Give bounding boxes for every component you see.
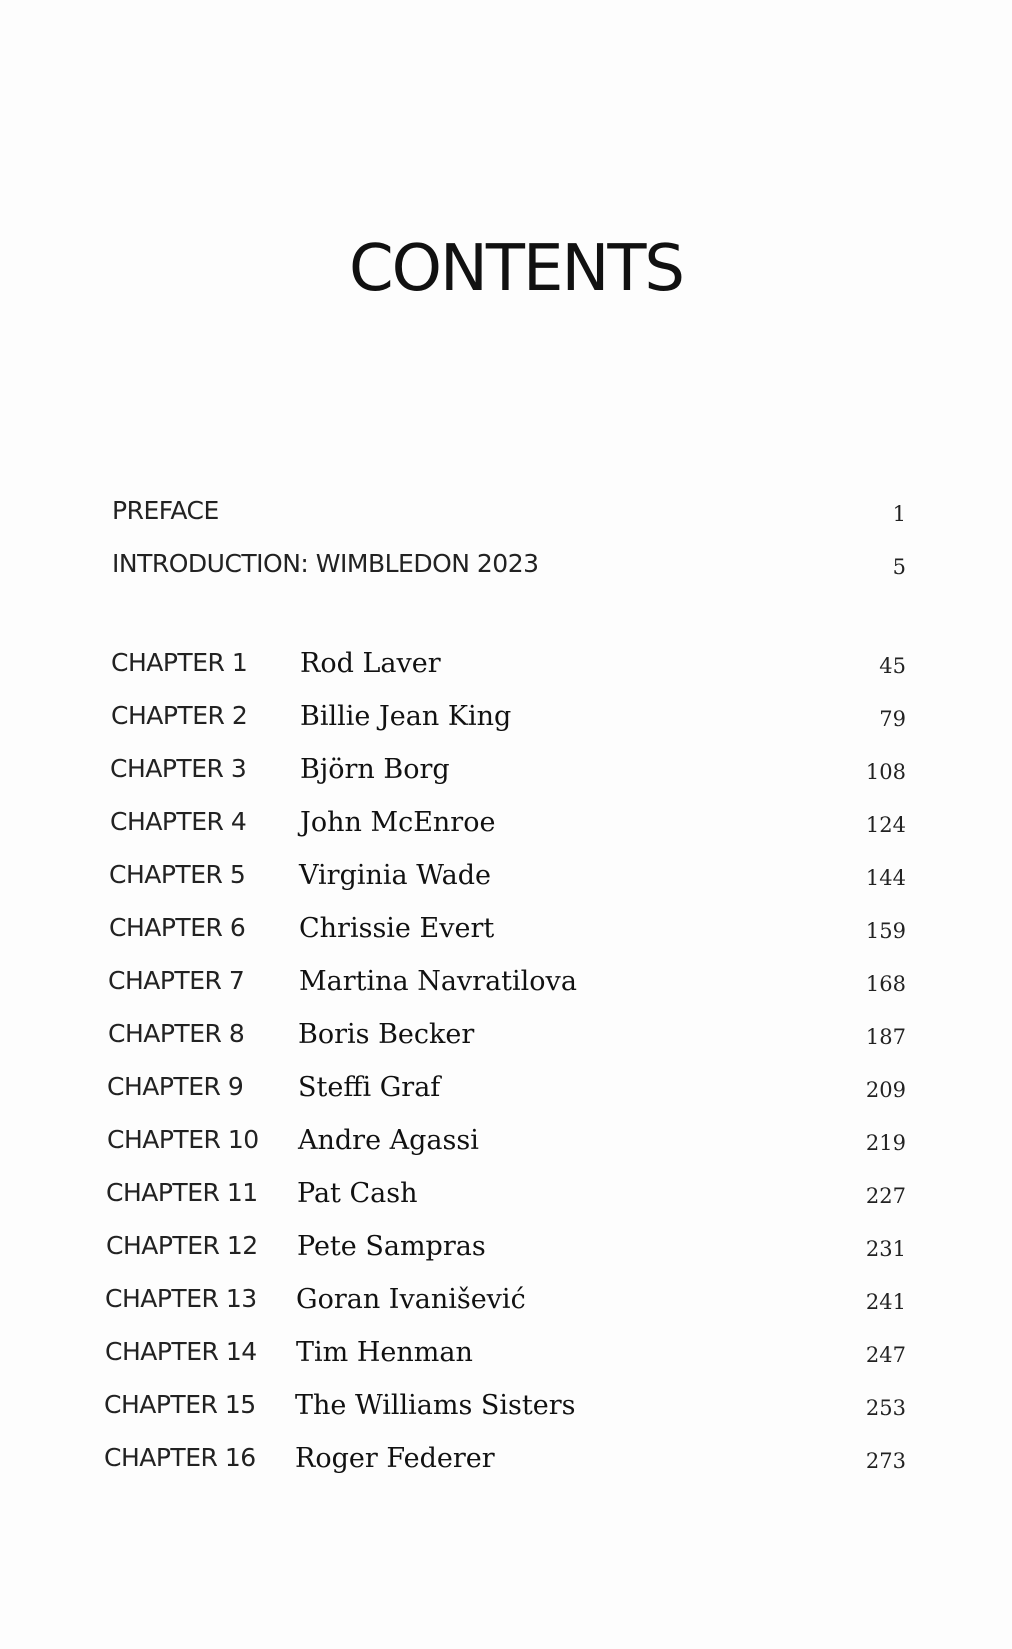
chapter-title: Pete Sampras bbox=[297, 1231, 486, 1262]
page-title: CONTENTS bbox=[348, 232, 684, 306]
chapter-page-number: 45 bbox=[879, 654, 906, 678]
chapter-page-number: 227 bbox=[865, 1184, 906, 1208]
entry-page-number: 5 bbox=[892, 555, 906, 579]
chapter-label: CHAPTER 11 bbox=[106, 1178, 258, 1207]
chapter-title: The Williams Sisters bbox=[295, 1390, 576, 1421]
chapter-title: Boris Becker bbox=[298, 1019, 475, 1050]
chapter-page-number: 241 bbox=[865, 1290, 906, 1314]
chapter-label: CHAPTER 10 bbox=[107, 1125, 259, 1154]
chapter-page-number: 124 bbox=[865, 813, 906, 837]
chapter-title: Roger Federer bbox=[295, 1443, 495, 1474]
chapter-page-number: 168 bbox=[865, 972, 906, 996]
chapter-page-number: 219 bbox=[865, 1131, 906, 1155]
chapter-label: CHAPTER 16 bbox=[104, 1443, 256, 1472]
chapter-title: Björn Borg bbox=[300, 754, 450, 785]
chapter-title: Tim Henman bbox=[296, 1337, 473, 1368]
toc-entry-chapter[interactable] bbox=[0, 966, 1012, 1006]
chapter-page-number: 231 bbox=[865, 1237, 906, 1261]
toc-entry-introduction[interactable] bbox=[0, 549, 1012, 589]
chapter-page-number: 159 bbox=[865, 919, 906, 943]
chapter-title: Martina Navratilova bbox=[299, 966, 577, 997]
chapter-label: CHAPTER 6 bbox=[109, 913, 246, 942]
chapter-label: CHAPTER 12 bbox=[106, 1231, 258, 1260]
chapter-label: CHAPTER 5 bbox=[109, 860, 246, 889]
chapter-page-number: 187 bbox=[865, 1025, 906, 1049]
toc-entry-chapter[interactable] bbox=[0, 1284, 1012, 1324]
toc-entry-chapter[interactable] bbox=[0, 701, 1012, 741]
toc-entry-chapter[interactable] bbox=[0, 913, 1012, 953]
chapter-title: Andre Agassi bbox=[298, 1125, 479, 1156]
toc-entry-chapter[interactable] bbox=[0, 1072, 1012, 1112]
chapter-page-number: 273 bbox=[865, 1449, 906, 1473]
chapter-title: John McEnroe bbox=[300, 807, 496, 838]
toc-entry-chapter[interactable] bbox=[0, 1390, 1012, 1430]
toc-entry-chapter[interactable] bbox=[0, 1178, 1012, 1218]
chapter-title: Billie Jean King bbox=[300, 701, 512, 732]
toc-entry-chapter[interactable] bbox=[0, 1443, 1012, 1483]
chapter-label: CHAPTER 13 bbox=[105, 1284, 257, 1313]
toc-entry-chapter[interactable] bbox=[0, 807, 1012, 847]
chapter-label: CHAPTER 14 bbox=[105, 1337, 257, 1366]
chapter-label: CHAPTER 9 bbox=[107, 1072, 244, 1101]
chapter-title: Rod Laver bbox=[300, 648, 441, 679]
chapter-page-number: 253 bbox=[865, 1396, 906, 1420]
chapter-page-number: 108 bbox=[865, 760, 906, 784]
chapter-title: Chrissie Evert bbox=[299, 913, 495, 944]
toc-entry-chapter[interactable] bbox=[0, 648, 1012, 688]
chapter-label: CHAPTER 2 bbox=[111, 701, 248, 730]
chapter-label: CHAPTER 7 bbox=[108, 966, 245, 995]
chapter-label: CHAPTER 8 bbox=[108, 1019, 245, 1048]
toc-entry-chapter[interactable] bbox=[0, 1337, 1012, 1377]
toc-entry-chapter[interactable] bbox=[0, 1231, 1012, 1271]
chapter-title: Pat Cash bbox=[297, 1178, 418, 1209]
entry-label: INTRODUCTION: WIMBLEDON 2023 bbox=[112, 549, 539, 578]
chapter-title: Goran Ivanišević bbox=[296, 1284, 526, 1315]
chapter-title: Steffi Graf bbox=[298, 1072, 441, 1103]
chapter-page-number: 247 bbox=[865, 1343, 906, 1367]
chapter-label: CHAPTER 3 bbox=[110, 754, 247, 783]
entry-page-number: 1 bbox=[892, 502, 906, 526]
chapter-page-number: 144 bbox=[865, 866, 906, 890]
toc-entry-chapter[interactable] bbox=[0, 754, 1012, 794]
chapter-label: CHAPTER 4 bbox=[110, 807, 247, 836]
toc-entry-chapter[interactable] bbox=[0, 1125, 1012, 1165]
entry-label: PREFACE bbox=[112, 496, 219, 525]
chapter-label: CHAPTER 15 bbox=[104, 1390, 256, 1419]
toc-entry-chapter[interactable] bbox=[0, 860, 1012, 900]
toc-entry-preface[interactable] bbox=[0, 496, 1012, 536]
toc-entry-chapter[interactable] bbox=[0, 1019, 1012, 1059]
chapter-page-number: 79 bbox=[879, 707, 906, 731]
chapter-label: CHAPTER 1 bbox=[111, 648, 248, 677]
chapter-page-number: 209 bbox=[865, 1078, 906, 1102]
chapter-title: Virginia Wade bbox=[299, 860, 491, 891]
